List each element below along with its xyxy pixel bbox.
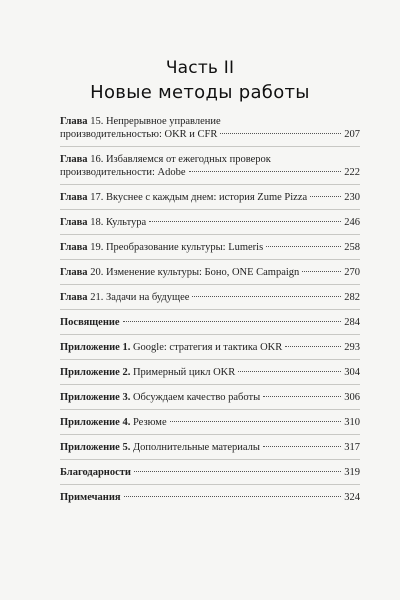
toc-entry-chapter-18 — [60, 216, 360, 229]
divider — [60, 259, 360, 260]
toc-entry-page: 284 — [344, 317, 360, 328]
toc-entry-page: 310 — [344, 417, 360, 428]
divider — [60, 334, 360, 335]
toc-entry-page: 324 — [344, 492, 360, 503]
leader-dots — [134, 471, 341, 472]
toc-entry-text: 20. Изменение культуры: Боно, ONE Campaign — [90, 267, 300, 278]
toc-entry-appendix-4 — [60, 416, 360, 429]
leader-dots — [238, 371, 341, 372]
leader-dots — [149, 221, 341, 222]
toc-entry-text: Обсуждаем качество работы — [132, 392, 261, 403]
toc-entry-text: 18. Культура — [90, 217, 147, 228]
leader-dots — [123, 321, 342, 322]
toc-entry-page: 319 — [344, 467, 360, 478]
toc-entry-prefix: Глава — [60, 192, 88, 203]
toc-entry-page: 282 — [344, 292, 360, 303]
divider — [60, 146, 360, 147]
leader-dots — [263, 396, 341, 397]
toc-entry-text: 17. Вкуснее с каждым днем: история Zume Pizza — [90, 192, 308, 203]
toc-entry-text: Примерный цикл OKR — [132, 367, 236, 378]
toc-entry-prefix: Приложение 1. — [60, 342, 131, 353]
toc-entry-prefix: Глава — [60, 242, 88, 253]
divider — [60, 209, 360, 210]
divider — [60, 484, 360, 485]
leader-dots — [302, 271, 341, 272]
divider — [60, 184, 360, 185]
leader-dots — [310, 196, 341, 197]
toc-entry-chapter-21 — [60, 291, 360, 304]
toc-entry-prefix: Приложение 3. — [60, 392, 131, 403]
toc-entry-text: Резюме — [132, 417, 167, 428]
divider — [60, 384, 360, 385]
toc-entry-page: 246 — [344, 217, 360, 228]
toc-entry-text: 16. Избавляемся от ежегодных проверок — [90, 154, 271, 165]
toc-entry-prefix: Глава — [60, 217, 88, 228]
leader-dots — [285, 346, 341, 347]
toc-entry-chapter-17 — [60, 191, 360, 204]
toc-entry-text-continued: производительности: Adobe — [60, 167, 186, 178]
toc-entry-prefix: Глава — [60, 292, 88, 303]
divider — [60, 359, 360, 360]
toc-entry-chapter-19 — [60, 241, 360, 254]
toc-entry-page: 270 — [344, 267, 360, 278]
toc-entry-prefix: Примечания — [60, 492, 121, 503]
toc-entry-prefix: Приложение 2. — [60, 367, 131, 378]
divider — [60, 309, 360, 310]
toc-entry-text: 21. Задачи на будущее — [90, 292, 190, 303]
leader-dots — [263, 446, 341, 447]
toc-entry-text: Дополнительные материалы — [132, 442, 260, 453]
leader-dots — [192, 296, 341, 297]
divider — [60, 284, 360, 285]
toc-entry-page: 230 — [344, 192, 360, 203]
toc-entry-page: 304 — [344, 367, 360, 378]
leader-dots — [266, 246, 341, 247]
toc-entry-page: 306 — [344, 392, 360, 403]
toc-entry-appendix-2 — [60, 366, 360, 379]
part-label: Часть II — [165, 58, 235, 78]
toc-entry-acknowledgments — [60, 466, 360, 479]
leader-dots — [170, 421, 342, 422]
leader-dots — [189, 171, 342, 172]
toc-entry-chapter-15 — [60, 115, 360, 141]
toc-entry-prefix: Глава — [60, 116, 88, 127]
divider — [60, 234, 360, 235]
toc-entry-prefix: Приложение 4. — [60, 417, 131, 428]
leader-dots — [220, 133, 341, 134]
divider — [60, 409, 360, 410]
toc-entry-page: 293 — [344, 342, 360, 353]
part-title: Новые методы работы — [90, 82, 310, 103]
toc-entry-prefix: Благодарности — [60, 467, 131, 478]
toc-entry-page: 317 — [344, 442, 360, 453]
toc-entry-text: 15. Непрерывное управление — [90, 116, 221, 127]
toc-entry-chapter-20 — [60, 266, 360, 279]
toc-entry-prefix: Приложение 5. — [60, 442, 131, 453]
toc-entry-prefix: Глава — [60, 267, 88, 278]
toc-entry-appendix-1 — [60, 341, 360, 354]
toc-entry-appendix-5 — [60, 441, 360, 454]
toc-entry-chapter-16 — [60, 153, 360, 179]
toc-entry-page: 222 — [344, 167, 360, 178]
toc-entry-text-continued: производительностью: OKR и CFR — [60, 129, 218, 140]
divider — [60, 459, 360, 460]
leader-dots — [124, 496, 342, 497]
toc-entry-prefix: Посвящение — [60, 317, 120, 328]
toc-entry-dedication — [60, 316, 360, 329]
table-of-contents — [60, 115, 360, 504]
toc-entry-text: 19. Преобразование культуры: Lumeris — [90, 242, 264, 253]
divider — [60, 434, 360, 435]
toc-entry-notes — [60, 491, 360, 504]
toc-entry-appendix-3 — [60, 391, 360, 404]
toc-entry-page: 207 — [344, 129, 360, 140]
toc-entry-prefix: Глава — [60, 154, 88, 165]
toc-entry-page: 258 — [344, 242, 360, 253]
toc-entry-text: Google: стратегия и тактика OKR — [132, 342, 283, 353]
